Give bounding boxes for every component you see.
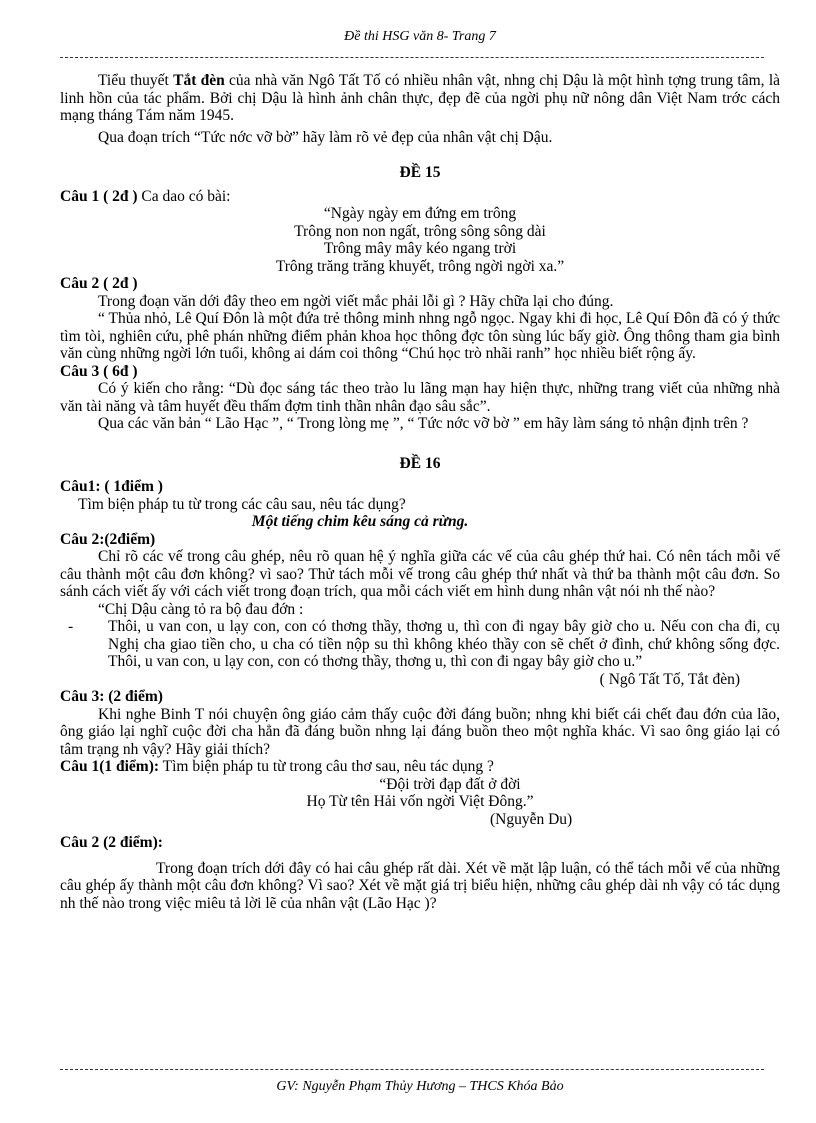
de15-q2-label: Câu 2 ( 2đ ) [60,275,138,292]
intro-question: Qua đoạn trích “Tức nớc vỡ bờ” hãy làm rõ vẻ đẹp của nhân vật chị Dậu. [98,128,553,146]
de15-q3-task: Qua các văn bản “ Lão Hạc ”, “ Trong lòng mẹ ”, “ Tức nớc vỡ bờ ” em hãy làm sáng tỏ nhận định trên ? [98,415,749,432]
poem-line: “Ngày ngày em đứng em trông [323,205,517,222]
de16-q4: Câu 1(1 điểm): Tìm biện pháp tu từ trong câu thơ sau, nêu tác dụng ? [60,758,494,775]
de16-q1-quote: Một tiếng chim kêu sáng cả rừng. [251,513,469,530]
de16-q4-label: Câu 1(1 điểm): [60,758,160,775]
header-divider [60,57,764,58]
de15-q3-quote: Có ý kiến cho rằng: “Dù đọc sáng tác theo trào lu lãng mạn hay hiện thực, những trang viết của những nhà văn tài năng và tâm huyết đều thấm đợm tinh thần nhân đạo sâu sắc”. [60,380,780,415]
novel-title: Tắt đèn [173,72,225,89]
section-title-de16: ĐỀ 16 [399,454,441,472]
de16-q2-quote [60,618,780,671]
de16-q2-prompt: Chỉ rõ các vế trong câu ghép, nêu rõ quan hệ ý nghĩa giữa các vế của câu ghép thứ hai. Có nên tách mỗi vế câu thành một câu đơn không? vì sao? Thử tách mỗi vế trong câu ghép thứ nhất và thứ ba thành một câu đơn. So sánh cách viết ấy với cách viết trong đoạn trích, qua mỗi cách viết em hình dung nhân vật nói nh thế nào? [60,548,780,600]
de16-q4-source: (Nguyễn Du) [490,810,573,828]
page-header: Đề thi HSG văn 8- Trang 7 [344,29,496,44]
de16-q3-prompt: Khi nghe Binh T nói chuyện ông giáo cảm thấy cuộc đời đáng buồn; nhng khi biết cái chết đau đớn của lão, ông giáo lại nghĩ cuộc đời cha hẳn đã đáng buồn nhng lại đáng buồn theo một nghĩa khác. Vì sao ông giáo lại có tâm trạng nh vậy? Hãy giải thích? [60,705,780,758]
list-dash: - [68,618,74,635]
de15-question-1: Câu 1 ( 2đ ) Ca dao có bài: [60,187,231,205]
poem-line: Họ Từ tên Hải vốn ngời Việt Đông.” [306,793,534,810]
quote-text: Thôi, u van con, u lạy con, con có thơng thầy, thơng u, thì con đi ngay bây giờ cho u. Nếu con cha đi, cụ Nghị cha giao tiền cho, u cha có tiền nộp su thì không khéo thầy con sẽ chết ở đình, chứ không sống đợc. Thôi, u van con, u lạy con, con có thơng thầy, thơng u, thì con đi ngay bây giờ cho u.” [108,618,780,670]
poem-line: Trông mây mây kéo ngang trời [323,240,517,257]
de15-poem [60,205,780,275]
poem-line: Trông non non ngất, trông sông sông dài [294,222,546,240]
de16-q2-source: ( Ngô Tất Tố, Tắt đèn) [599,670,740,688]
de16-q3-label: Câu 3: (2 điểm) [60,688,163,705]
de16-q2-quote-intro: “Chị Dậu càng tỏ ra bộ đau đớn : [98,600,304,618]
de15-q2-prompt: Trong đoạn văn dới đây theo em ngời viết mắc phải lỗi gì ? Hãy chữa lại cho đúng. [98,292,614,310]
de16-q1-label: Câu1: ( 1điểm ) [60,478,163,495]
section-title-de15: ĐỀ 15 [399,164,441,181]
page-footer: GV: Nguyễn Phạm Thủy Hương – THCS Khóa Bảo [276,1079,564,1094]
de15-q1-label: Câu 1 ( 2đ ) [60,187,138,205]
de16-q2-label: Câu 2:(2điểm) [60,530,156,548]
de16-q5-label: Câu 2 (2 điểm): [60,834,163,851]
de15-q3-label: Câu 3 ( 6đ ) [60,362,138,380]
de15-q2-passage: “ Thủa nhỏ, Lê Quí Đôn là một đứa trẻ thông minh nhng ngỗ ngọc. Ngay khi đi học, Lê Quí Đôn đã có ý thức tìm tòi, nghiên cứu, phê phán những điểm phản khoa học thông đợc tôn sùng lúc bấy giờ. Ông thông tham gia bình văn cùng những ngời lớn tuổi, không ai dám coi thông “Chú học trò nhãi ranh” học nhiều biết rộng ấy. [60,310,780,362]
poem-line: “Đội trời đạp đất ở đời [379,775,521,793]
footer-divider [60,1069,764,1070]
de16-q1-prompt: Tìm biện pháp tu từ trong các câu sau, nêu tác dụng? [78,495,406,513]
de16-q5-prompt: Trong đoạn trích dới đây có hai câu ghép rất dài. Xét về mặt lập luận, có thể tách mỗi vế của những câu ghép ấy thành một câu đơn không? Vì sao? Xét về mặt giá trị biểu hiện, những câu ghép dài nh vậy có tác dụng nh thế nào trong việc miêu tả lời lẽ của nhân vật (Lão Hạc )? [60,859,780,912]
intro-paragraph: Tiểu thuyết Tắt đèn của nhà văn Ngô Tất Tố có nhiều nhân vật, nhng chị Dậu là một hình tợng trung tâm, là linh hồn của tác phẩm. Bởi chị Dậu là hình ảnh chân thực, đẹp đẽ của ngời phụ nữ nông dân Việt Nam trớc cách mạng tháng Tám năm 1945. [60,72,780,124]
poem-line: Trông trăng trăng khuyết, trông ngời ngời xa.” [275,257,565,275]
document-body [60,72,780,912]
